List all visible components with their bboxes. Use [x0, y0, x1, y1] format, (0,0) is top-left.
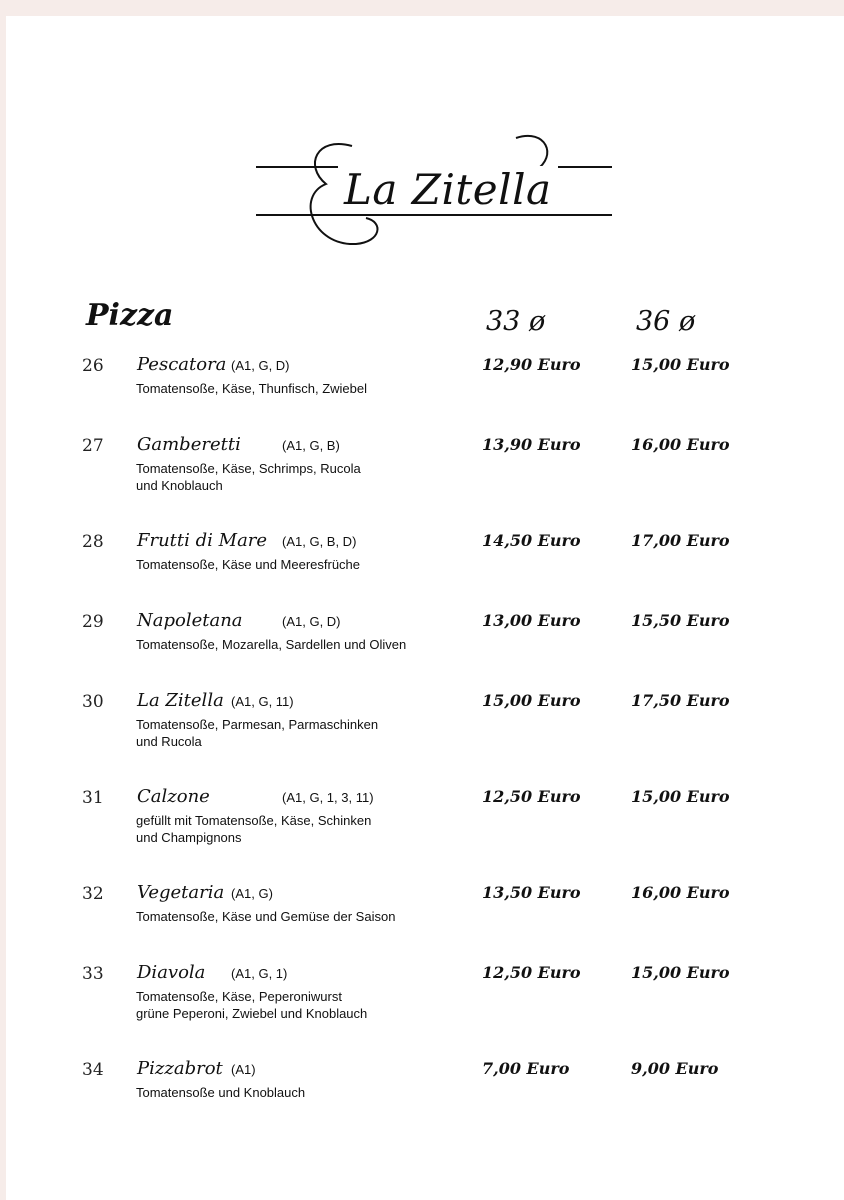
item-allergens: (A1, G, D) — [282, 614, 341, 629]
item-description — [136, 380, 476, 397]
item-description-line: und Knoblauch — [136, 478, 223, 493]
item-name: Diavola — [137, 962, 206, 983]
item-description — [136, 1084, 476, 1101]
item-allergens: (A1, G, D) — [231, 358, 290, 373]
item-description-line: gefüllt mit Tomatensoße, Käse, Schinken — [136, 813, 372, 828]
price-small: 13,00 Euro — [482, 611, 581, 630]
item-description — [136, 908, 476, 925]
price-small: 12,50 Euro — [482, 963, 581, 982]
price-small: 15,00 Euro — [482, 691, 581, 710]
brand-name: La Zitella — [338, 166, 558, 214]
item-description-line: und Champignons — [136, 830, 242, 845]
price-large: 15,00 Euro — [631, 963, 730, 982]
price-small: 12,50 Euro — [482, 787, 581, 806]
price-large: 15,00 Euro — [631, 787, 730, 806]
item-description — [136, 988, 476, 1022]
item-description — [136, 636, 476, 653]
price-large: 17,00 Euro — [631, 531, 730, 550]
item-number: 33 — [82, 964, 104, 984]
price-large: 15,00 Euro — [631, 355, 730, 374]
item-number: 31 — [82, 788, 104, 808]
item-description — [136, 716, 476, 750]
item-description-line: Tomatensoße, Käse, Peperoniwurst — [136, 989, 342, 1004]
item-name: Calzone — [137, 786, 210, 807]
item-number: 29 — [82, 612, 104, 632]
section-title: Pizza — [86, 298, 174, 333]
size-header-small: 33 ø — [486, 306, 546, 337]
item-description-line: Tomatensoße, Mozarella, Sardellen und Oliven — [136, 637, 407, 652]
item-description-line: Tomatensoße, Parmesan, Parmaschinken — [136, 717, 379, 732]
item-description-line: Tomatensoße und Knoblauch — [136, 1085, 306, 1100]
item-number: 32 — [82, 884, 104, 904]
item-description-line: Tomatensoße, Käse und Gemüse der Saison — [136, 909, 396, 924]
price-small: 12,90 Euro — [482, 355, 581, 374]
item-number: 27 — [82, 436, 104, 456]
item-number: 30 — [82, 692, 104, 712]
item-name: Vegetaria — [137, 882, 225, 903]
price-large: 16,00 Euro — [631, 883, 730, 902]
item-description-line: Tomatensoße, Käse und Meeresfrüche — [136, 557, 361, 572]
price-large: 16,00 Euro — [631, 435, 730, 454]
menu-page — [6, 16, 844, 1200]
price-large: 17,50 Euro — [631, 691, 730, 710]
item-name: Gamberetti — [137, 434, 241, 455]
item-number: 28 — [82, 532, 104, 552]
item-allergens: (A1, G, 11) — [231, 694, 294, 709]
item-allergens: (A1, G, 1, 3, 11) — [282, 790, 374, 805]
item-name: La Zitella — [137, 690, 224, 711]
item-name: Napoletana — [137, 610, 243, 631]
item-description — [136, 812, 476, 846]
item-allergens: (A1, G, B) — [282, 438, 340, 453]
size-header-large: 36 ø — [636, 306, 696, 337]
item-name: Pescatora — [137, 354, 227, 375]
item-description-line: grüne Peperoni, Zwiebel und Knoblauch — [136, 1006, 368, 1021]
item-number: 34 — [82, 1060, 104, 1080]
price-small: 14,50 Euro — [482, 531, 581, 550]
item-name: Pizzabrot — [137, 1058, 223, 1079]
item-allergens: (A1) — [231, 1062, 256, 1077]
item-allergens: (A1, G, B, D) — [282, 534, 357, 549]
item-description — [136, 460, 476, 494]
price-large: 15,50 Euro — [631, 611, 730, 630]
item-description-line: Tomatensoße, Käse, Schrimps, Rucola — [136, 461, 361, 476]
item-description-line: und Rucola — [136, 734, 202, 749]
item-description-line: Tomatensoße, Käse, Thunfisch, Zwiebel — [136, 381, 367, 396]
item-description — [136, 556, 476, 573]
price-large: 9,00 Euro — [631, 1059, 719, 1078]
item-allergens: (A1, G) — [231, 886, 273, 901]
item-number: 26 — [82, 356, 104, 376]
price-small: 13,50 Euro — [482, 883, 581, 902]
price-small: 7,00 Euro — [482, 1059, 570, 1078]
brand-logo — [256, 126, 626, 266]
price-small: 13,90 Euro — [482, 435, 581, 454]
item-name: Frutti di Mare — [137, 530, 268, 551]
item-allergens: (A1, G, 1) — [231, 966, 288, 981]
